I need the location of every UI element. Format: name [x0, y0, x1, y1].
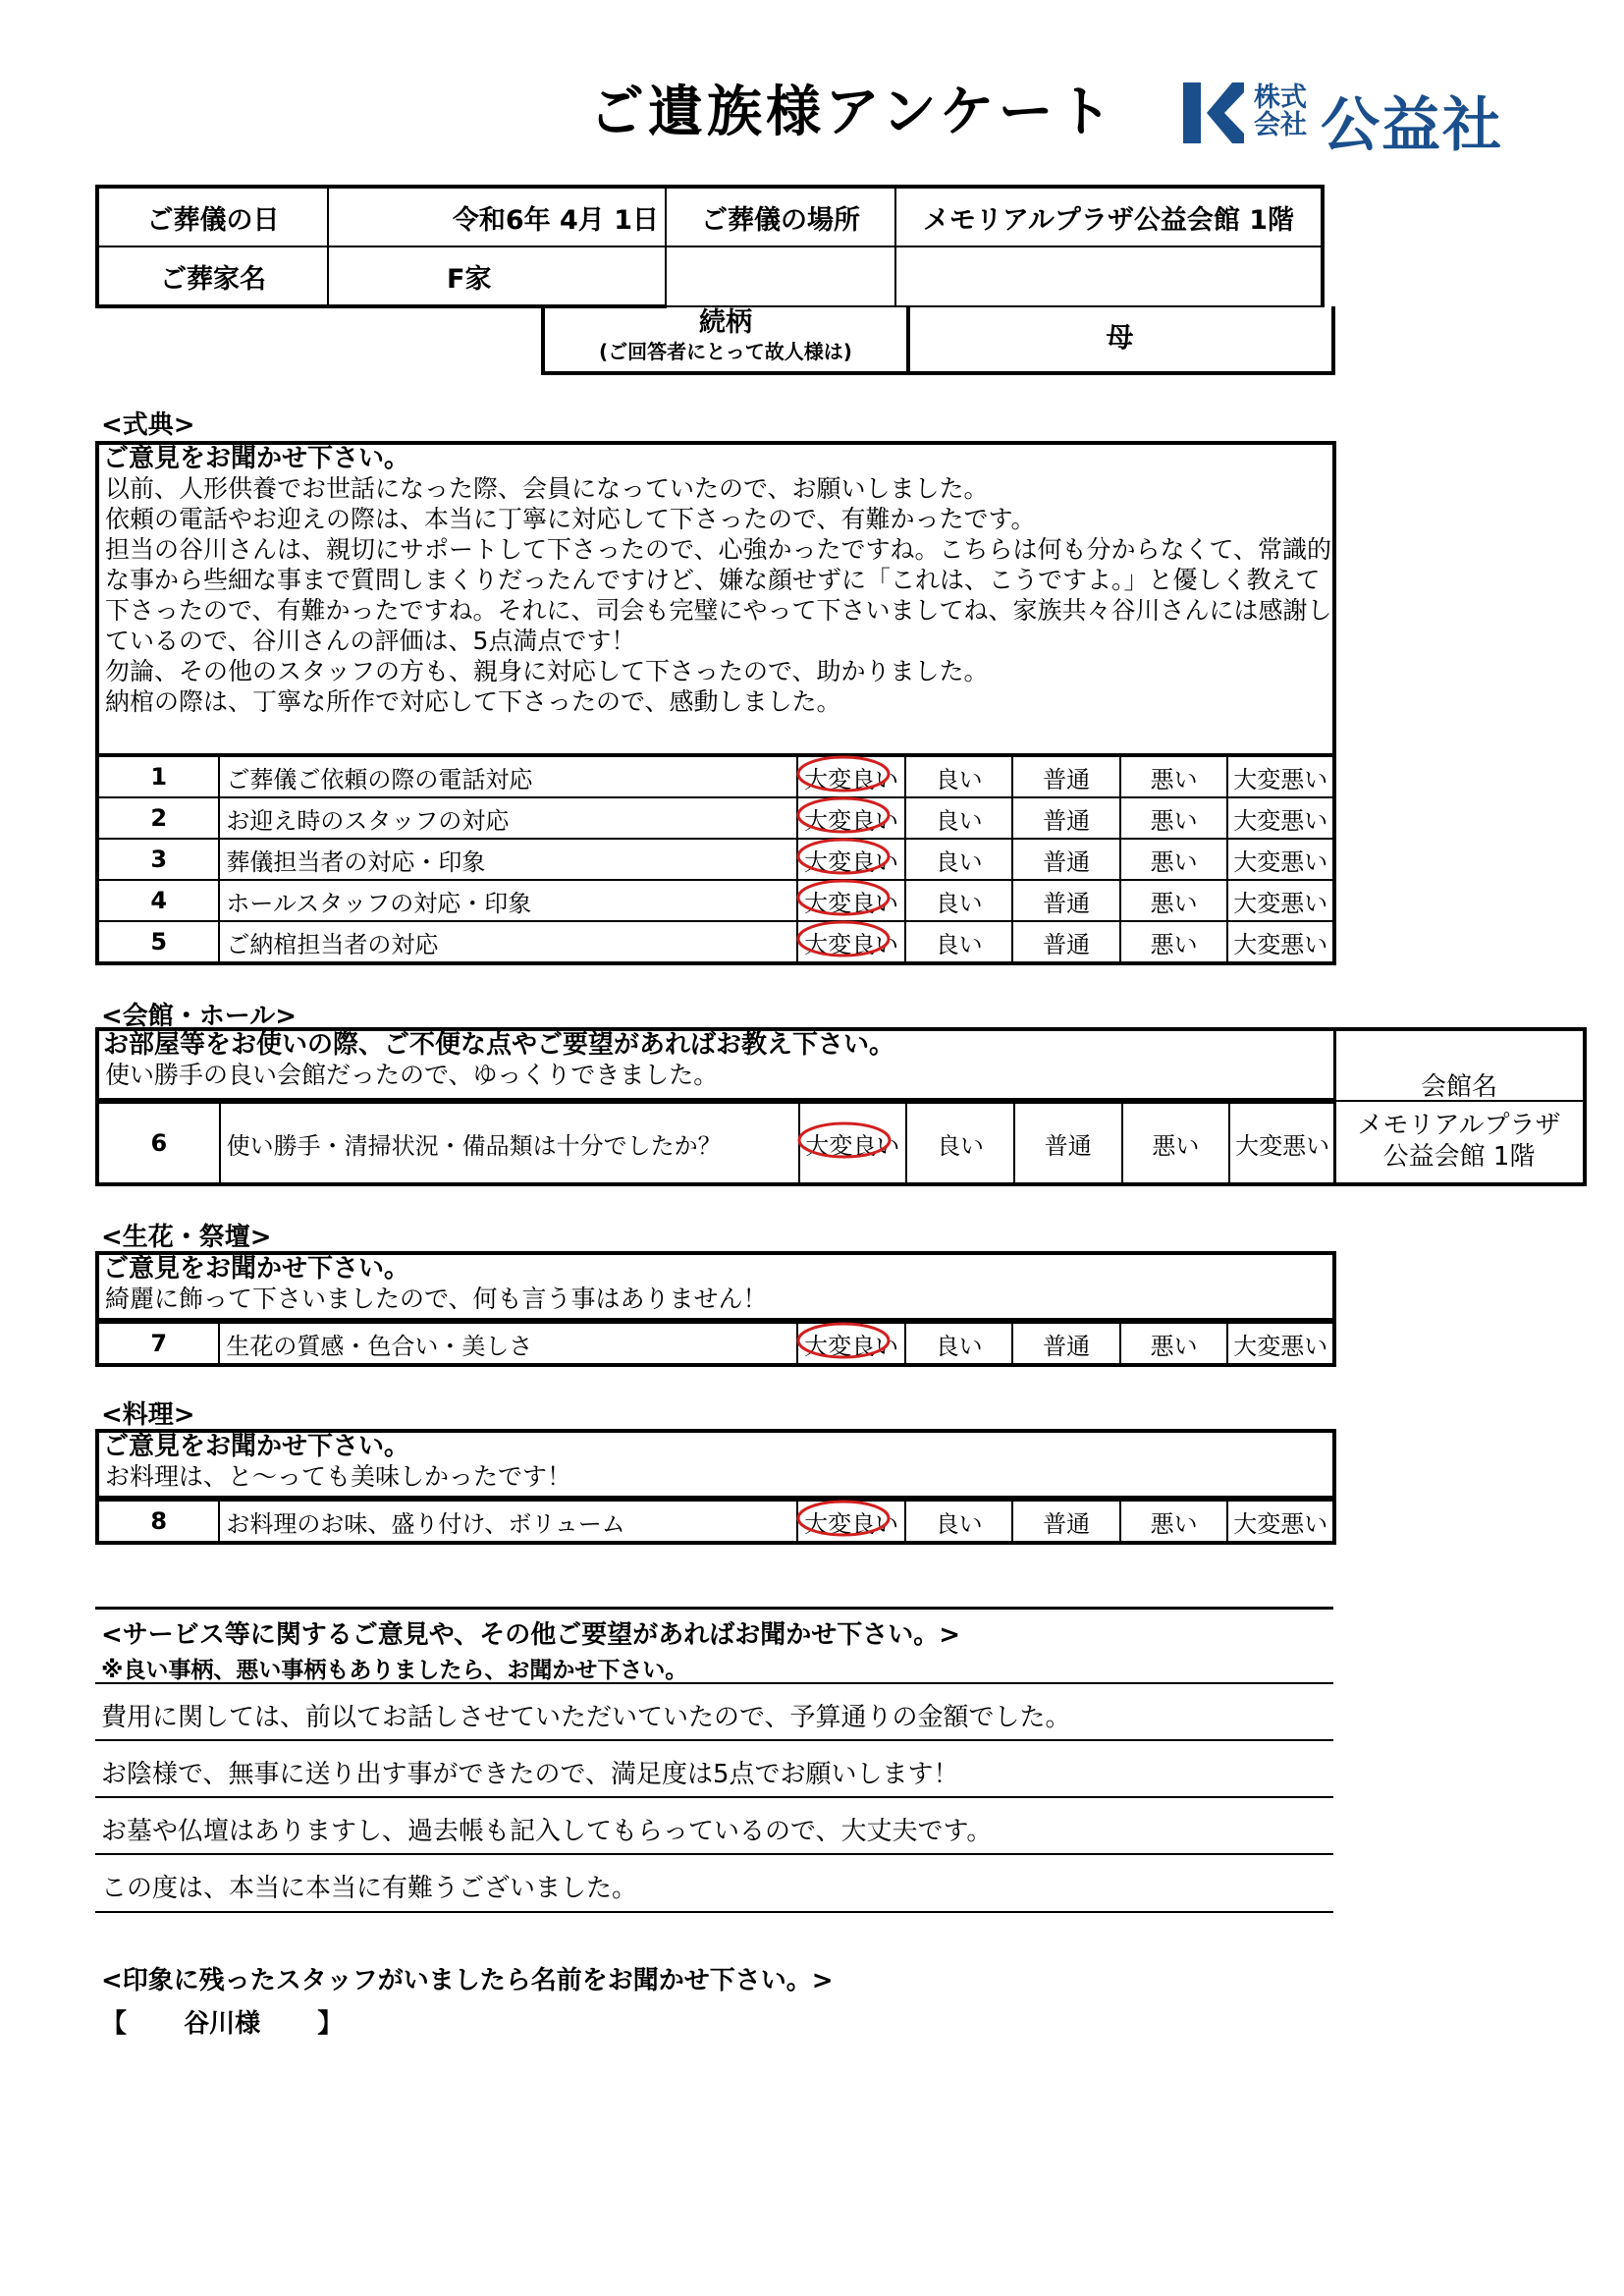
rating-option[interactable]: [1120, 1322, 1228, 1365]
item-number: 6: [97, 1102, 220, 1184]
place-value: メモリアルプラザ公益会館 1階: [895, 187, 1323, 246]
bracket-open: 【: [101, 2009, 128, 2039]
rating-option[interactable]: [1120, 755, 1228, 797]
relation-label: 続柄: [699, 307, 752, 338]
item-number: 2: [97, 797, 219, 839]
rating-option-label: 大変悪い: [1235, 1131, 1330, 1160]
relation-label-cell: [541, 306, 910, 375]
rating-option[interactable]: [905, 839, 1013, 880]
divider: [95, 1739, 1333, 1741]
selected-circle-icon: [794, 917, 902, 960]
selected-circle-icon: [794, 1319, 902, 1362]
date-label: ご葬儀の日: [97, 187, 328, 246]
rating-option[interactable]: [1120, 797, 1228, 839]
rating-option-label: 悪い: [1150, 765, 1198, 793]
rating-option-label: 普通: [1043, 847, 1091, 876]
rating-option[interactable]: [905, 921, 1013, 963]
service-note: ※良い事柄、悪い事柄もありましたら、お聞かせ下さい。: [101, 1658, 688, 1683]
relation-sub: (ご回答者にとって故人様は): [599, 340, 852, 363]
staff-heading: <印象に残ったスタッフがいましたら名前をお聞かせ下さい。>: [101, 1966, 834, 1995]
rating-option-label: 悪い: [1150, 930, 1198, 958]
hall-prompt: お部屋等をお使いの際、ご不便な点やご要望があればお教え下さい。: [103, 1030, 895, 1060]
ceremony-comment: 以前、人形供養でお世話になった際、会員になっていたので、お願いしました。 依頼の電話やお迎えの際は、本当に丁寧に対応して下さったので、有難かったです。 担当の谷川さんは、親切にサポートして下さったので、心強かったですね。こちらは何も分からなくて、常識的な事から些細な事まで質問しまくりだったんですけど、嫌な顔せずに「これは、こうですよ。」と優しく教えて下さったので、有難かったですね。それに、司会も完璧にやって下さいましてね、家族共々谷川さんには感謝しているので、谷川さんの評価は、5点満点です！ 勿論、その他のスタッフの方も、親身に対応して下さったので、助かりました。 納棺の際は、丁寧な所作で対応して下さったので、感動しました。: [105, 474, 1332, 716]
hall-comment: 使い勝手の良い会館だったので、ゆっくりできました。: [105, 1061, 719, 1089]
selected-circle-icon: [795, 1119, 903, 1162]
selected-circle-icon: [794, 876, 902, 919]
item-question: お料理のお味、盛り付け、ボリューム: [219, 1500, 797, 1543]
rating-option[interactable]: [1227, 755, 1334, 797]
item-number: 8: [97, 1500, 219, 1543]
rating-option-label: 悪い: [1152, 1131, 1200, 1160]
hall-name-line-2: 公益会館 1階: [1382, 1142, 1536, 1172]
rating-option-label: 大変良い: [804, 843, 898, 877]
item-question: ご納棺担当者の対応: [219, 921, 797, 963]
item-number: 4: [97, 880, 219, 921]
rating-option[interactable]: [797, 880, 905, 921]
item-question: ご葬儀ご依頼の際の電話対応: [219, 755, 797, 797]
rating-option-label: 悪い: [1150, 1509, 1198, 1538]
flowers-prompt: ご意見をお聞かせ下さい。: [103, 1254, 410, 1284]
item-number: 7: [97, 1322, 219, 1365]
ceremony-prompt: ご意見をお聞かせ下さい。: [103, 444, 410, 473]
hall-name-label: 会館名: [1333, 1027, 1587, 1102]
page-title: ご遺族様アンケート: [589, 81, 1116, 144]
rating-option[interactable]: [1227, 839, 1334, 880]
hall-name-line-1: メモリアルプラザ: [1357, 1111, 1561, 1140]
rating-row: [97, 755, 1334, 797]
logo-name: 公益社: [1321, 91, 1503, 160]
rating-option[interactable]: [799, 1102, 907, 1184]
rating-option-label: 大変良い: [804, 884, 898, 918]
item-question: 生花の質感・色合い・美しさ: [219, 1322, 797, 1365]
flowers-comment-box: [95, 1251, 1336, 1322]
rating-option[interactable]: [797, 755, 905, 797]
selected-circle-icon: [794, 752, 902, 795]
rating-option-label: 悪い: [1150, 806, 1198, 835]
food-rating-table: [95, 1498, 1336, 1545]
logo-mark-icon: [1183, 82, 1244, 143]
rating-option-label: 普通: [1044, 1131, 1092, 1160]
rating-option[interactable]: [1014, 1102, 1122, 1184]
rating-option-label: 大変良い: [804, 1504, 898, 1539]
section-flowers: <生花・祭壇>: [101, 1223, 272, 1252]
rating-option[interactable]: [906, 1102, 1014, 1184]
service-line-4: この度は、本当に本当に有難うございました。: [101, 1874, 638, 1903]
family-label: ご葬家名: [97, 246, 328, 306]
rating-option-label: 良い: [935, 930, 983, 958]
section-food: <料理>: [101, 1400, 195, 1430]
rating-option[interactable]: [1120, 839, 1228, 880]
rating-option[interactable]: [1120, 921, 1228, 963]
service-line-2: お陰様で、無事に送り出す事ができたので、満足度は5点でお願いします！: [101, 1760, 959, 1789]
rating-option-label: 良い: [935, 765, 983, 793]
rating-row: [97, 1500, 1334, 1543]
item-question: 葬儀担当者の対応・印象: [219, 839, 797, 880]
selected-circle-icon: [794, 1497, 902, 1540]
rating-option-label: 大変悪い: [1233, 930, 1328, 958]
rating-row: [97, 921, 1334, 963]
item-number: 5: [97, 921, 219, 963]
hall-comment-box: [95, 1027, 1336, 1102]
blank-cell: [895, 246, 1323, 306]
rating-option-label: 良い: [935, 889, 983, 917]
rating-option[interactable]: [797, 839, 905, 880]
rating-option[interactable]: [1012, 880, 1120, 921]
rating-option[interactable]: [905, 1322, 1013, 1365]
rating-option[interactable]: [1227, 880, 1334, 921]
rating-option-label: 大変悪い: [1233, 806, 1328, 835]
item-question: 使い勝手・清掃状況・備品類は十分でしたか？: [220, 1102, 799, 1184]
divider: [95, 1796, 1333, 1798]
rating-row: [97, 1102, 1335, 1184]
blank-cell: [666, 246, 895, 306]
rating-option-label: 大変悪い: [1233, 765, 1328, 793]
rating-row: [97, 880, 1334, 921]
rating-option-label: 大変良い: [804, 801, 898, 836]
rating-option-label: 大変悪い: [1233, 1332, 1328, 1360]
rating-option-label: 普通: [1043, 1509, 1091, 1538]
company-logo: [1183, 82, 1546, 160]
rating-option-label: 普通: [1043, 765, 1091, 793]
ceremony-rating-table: [95, 753, 1336, 965]
rating-option-label: 大変良い: [805, 1126, 899, 1161]
rating-option-label: 良い: [935, 1509, 983, 1538]
food-comment-box: [95, 1429, 1336, 1500]
logo-small-top: 株式: [1254, 82, 1307, 113]
rating-option-label: 良い: [935, 1332, 983, 1360]
rating-row: [97, 839, 1334, 880]
section-hall: <会館・ホール>: [101, 1002, 298, 1031]
rating-option[interactable]: [1227, 1322, 1334, 1365]
service-line-3: お墓や仏壇はありますし、過去帳も記入してもらっているので、大丈夫です。: [101, 1817, 993, 1846]
rating-option[interactable]: [1227, 797, 1334, 839]
item-question: お迎え時のスタッフの対応: [219, 797, 797, 839]
rating-option[interactable]: [1012, 839, 1120, 880]
staff-name: 谷川様: [184, 2009, 261, 2039]
rating-option[interactable]: [905, 1500, 1013, 1543]
rating-option-label: 普通: [1043, 1332, 1091, 1360]
rating-option-label: 良い: [937, 1131, 985, 1160]
ceremony-comment-box: [95, 441, 1336, 757]
rating-option[interactable]: [797, 1322, 905, 1365]
divider: [95, 1682, 1333, 1684]
food-comment: お料理は、と～っても美味しかったです！: [105, 1462, 572, 1491]
rating-option-label: 大変良い: [804, 760, 898, 794]
rating-option[interactable]: [1012, 1322, 1120, 1365]
divider: [95, 1911, 1333, 1913]
item-number: 1: [97, 755, 219, 797]
rating-row: [97, 797, 1334, 839]
rating-option-label: 良い: [935, 806, 983, 835]
rating-option[interactable]: [1012, 1500, 1120, 1543]
rating-option[interactable]: [905, 755, 1013, 797]
flowers-comment: 綺麗に飾って下さいましたので、何も言う事はありません！: [105, 1285, 768, 1313]
rating-option[interactable]: [1122, 1102, 1230, 1184]
rating-option[interactable]: [797, 1500, 905, 1543]
bracket-close: 】: [317, 2009, 344, 2039]
relation-value: 母: [906, 306, 1335, 375]
rating-option-label: 大変悪い: [1233, 889, 1328, 917]
rating-option[interactable]: [905, 880, 1013, 921]
info-table: [95, 185, 1325, 308]
selected-circle-icon: [794, 835, 902, 878]
divider: [95, 1607, 1333, 1610]
rating-option-label: 大変悪い: [1233, 847, 1328, 876]
place-label: ご葬儀の場所: [666, 187, 895, 246]
rating-option-label: 悪い: [1150, 847, 1198, 876]
rating-option[interactable]: [1227, 1500, 1334, 1543]
rating-option[interactable]: [1120, 1500, 1228, 1543]
selected-circle-icon: [794, 793, 902, 837]
rating-option-label: 悪い: [1150, 889, 1198, 917]
date-value: 令和6年 4月 1日: [328, 187, 666, 246]
hall-name-value: [1333, 1100, 1587, 1186]
food-prompt: ご意見をお聞かせ下さい。: [103, 1432, 410, 1461]
item-question: ホールスタッフの対応・印象: [219, 880, 797, 921]
rating-option-label: 普通: [1043, 889, 1091, 917]
section-ceremony: <式典>: [101, 410, 195, 440]
hall-rating-table: [95, 1100, 1336, 1186]
rating-option-label: 大変悪い: [1233, 1509, 1328, 1538]
rating-option-label: 悪い: [1150, 1332, 1198, 1360]
item-number: 3: [97, 839, 219, 880]
rating-row: [97, 1322, 1334, 1365]
rating-option[interactable]: [797, 921, 905, 963]
staff-name-row: [101, 2003, 343, 2040]
rating-option[interactable]: [797, 797, 905, 839]
rating-option-label: 普通: [1043, 806, 1091, 835]
rating-option[interactable]: [1227, 921, 1334, 963]
rating-option[interactable]: [1012, 921, 1120, 963]
rating-option[interactable]: [1012, 797, 1120, 839]
flowers-rating-table: [95, 1320, 1336, 1367]
rating-option[interactable]: [1120, 880, 1228, 921]
divider: [95, 1853, 1333, 1855]
rating-option[interactable]: [1229, 1102, 1335, 1184]
service-line-1: 費用に関しては、前以てお話しさせていただいていたので、予算通りの金額でした。: [101, 1703, 1071, 1732]
family-value: F家: [328, 246, 666, 306]
service-heading: <サービス等に関するご意見や、その他ご要望があればお聞かせ下さい。>: [101, 1620, 961, 1650]
logo-small-bottom: 会社: [1254, 110, 1307, 140]
rating-option-label: 大変良い: [804, 1327, 898, 1361]
rating-option-label: 大変良い: [804, 925, 898, 959]
rating-option[interactable]: [905, 797, 1013, 839]
rating-option-label: 普通: [1043, 930, 1091, 958]
rating-option-label: 良い: [935, 847, 983, 876]
rating-option[interactable]: [1012, 755, 1120, 797]
